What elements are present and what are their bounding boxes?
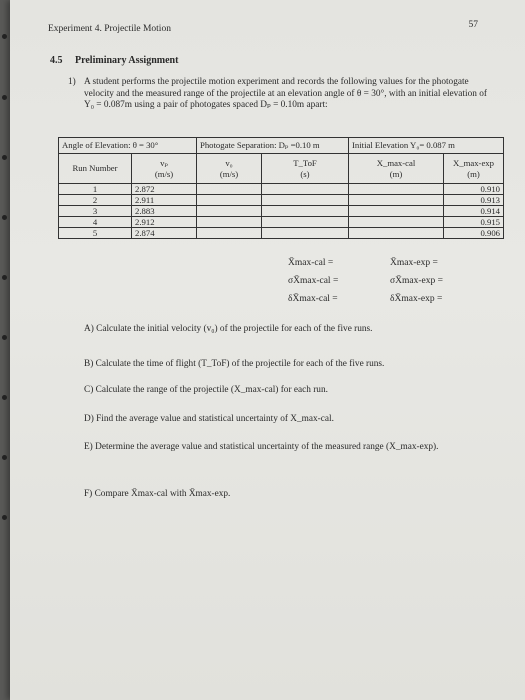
v0-cell bbox=[197, 184, 262, 195]
cal-delta-label: δX̄max-cal = bbox=[288, 294, 338, 304]
table-row bbox=[59, 217, 504, 228]
xexp-cell: 0.915 bbox=[444, 217, 504, 228]
v0-cell bbox=[197, 217, 262, 228]
binder-hole bbox=[2, 95, 7, 100]
vp-cell: 2.872 bbox=[132, 184, 197, 195]
v0-cell bbox=[197, 228, 262, 239]
v0-cell bbox=[197, 195, 262, 206]
binder-hole bbox=[2, 34, 7, 39]
xexp-cell: 0.914 bbox=[444, 206, 504, 217]
run-cell: 1 bbox=[59, 184, 132, 195]
header-ttof-unit: (s) bbox=[300, 168, 310, 179]
elevation-cell: Initial Elevation Y₀= 0.087 m bbox=[349, 138, 504, 154]
section-title: Preliminary Assignment bbox=[75, 55, 179, 66]
data-table bbox=[58, 137, 504, 239]
run-cell: 4 bbox=[59, 217, 132, 228]
xexp-cell: 0.913 bbox=[444, 195, 504, 206]
xexp-cell: 0.906 bbox=[444, 228, 504, 239]
xcal-cell bbox=[349, 217, 444, 228]
header-xexp-symbol: X_max-exp bbox=[452, 157, 494, 168]
ttof-cell bbox=[262, 195, 349, 206]
question-e: E) Determine the average value and statistical uncertainty of the measured range (X_max-exp). bbox=[84, 442, 439, 452]
table-top-row bbox=[59, 138, 504, 154]
cal-sigma-label: σX̄max-cal = bbox=[288, 276, 339, 286]
ttof-cell bbox=[262, 217, 349, 228]
angle-cell: Angle of Elevation: θ = 30° bbox=[59, 138, 197, 154]
binder-hole bbox=[2, 515, 7, 520]
header-vp bbox=[132, 154, 197, 184]
header-vp-symbol: vₚ bbox=[160, 157, 168, 168]
binder-hole bbox=[2, 395, 7, 400]
section-heading bbox=[50, 55, 178, 66]
header-run: Run Number bbox=[59, 154, 132, 184]
document-page bbox=[10, 0, 525, 700]
question-d: D) Find the average value and statistical uncertainty of X_max-cal. bbox=[84, 414, 334, 424]
header-ttof-symbol: T_ToF bbox=[293, 157, 317, 168]
run-cell: 3 bbox=[59, 206, 132, 217]
header-xcal-unit: (m) bbox=[389, 168, 403, 179]
page-number: 57 bbox=[468, 20, 478, 30]
table-header-row bbox=[59, 154, 504, 184]
table-row bbox=[59, 184, 504, 195]
binder-hole bbox=[2, 275, 7, 280]
header-xexp bbox=[444, 154, 504, 184]
question-b: B) Calculate the time of flight (T_ToF) of the projectile for each of the five runs. bbox=[84, 359, 385, 369]
section-number: 4.5 bbox=[50, 55, 63, 66]
xcal-cell bbox=[349, 184, 444, 195]
separation-cell: Photogate Separation: Dₚ =0.10 m bbox=[197, 138, 349, 154]
run-cell: 5 bbox=[59, 228, 132, 239]
table-row bbox=[59, 195, 504, 206]
question-f: F) Compare X̄max-cal with X̄max-exp. bbox=[84, 489, 231, 499]
run-cell: 2 bbox=[59, 195, 132, 206]
binder-hole bbox=[2, 455, 7, 460]
header-xcal-symbol: X_max-cal bbox=[376, 157, 416, 168]
question-a: A) Calculate the initial velocity (v₀) of the projectile for each of the five runs. bbox=[84, 324, 373, 334]
header-vp-unit: (m/s) bbox=[154, 168, 174, 179]
ttof-cell bbox=[262, 184, 349, 195]
vp-cell: 2.911 bbox=[132, 195, 197, 206]
vp-cell: 2.912 bbox=[132, 217, 197, 228]
page-title: Experiment 4. Projectile Motion bbox=[48, 24, 171, 34]
question-c: C) Calculate the range of the projectile (X_max-cal) for each run. bbox=[84, 385, 328, 395]
exp-sigma-label: σX̄max-exp = bbox=[390, 276, 443, 286]
table-row bbox=[59, 206, 504, 217]
vp-cell: 2.883 bbox=[132, 206, 197, 217]
v0-cell bbox=[197, 206, 262, 217]
problem-statement bbox=[70, 77, 490, 112]
header-v0-symbol: v₀ bbox=[225, 157, 233, 168]
binder-hole bbox=[2, 155, 7, 160]
xexp-cell: 0.910 bbox=[444, 184, 504, 195]
table-row bbox=[59, 228, 504, 239]
xcal-cell bbox=[349, 195, 444, 206]
header-xexp-unit: (m) bbox=[467, 168, 480, 179]
exp-delta-label: δX̄max-exp = bbox=[390, 294, 443, 304]
vp-cell: 2.874 bbox=[132, 228, 197, 239]
header-v0 bbox=[197, 154, 262, 184]
exp-mean-label: X̄max-exp = bbox=[390, 258, 438, 268]
xcal-cell bbox=[349, 228, 444, 239]
ttof-cell bbox=[262, 206, 349, 217]
header-xcal bbox=[349, 154, 444, 184]
header-ttof bbox=[262, 154, 349, 184]
header-v0-unit: (m/s) bbox=[219, 168, 239, 179]
problem-number: 1) bbox=[68, 77, 76, 87]
xcal-cell bbox=[349, 206, 444, 217]
ttof-cell bbox=[262, 228, 349, 239]
problem-text: A student performs the projectile motion experiment and records the following values for the photogate velocity and the measured range of the projectile at an elevation angle of θ = 30°, with an initial elevation of Y₀ = 0.087m using a pair of photogates spaced Dₚ = 0.10m apart: bbox=[84, 77, 487, 110]
cal-mean-label: X̄max-cal = bbox=[288, 258, 334, 268]
binder-hole bbox=[2, 215, 7, 220]
binder-hole bbox=[2, 335, 7, 340]
binder-edge bbox=[0, 0, 10, 700]
